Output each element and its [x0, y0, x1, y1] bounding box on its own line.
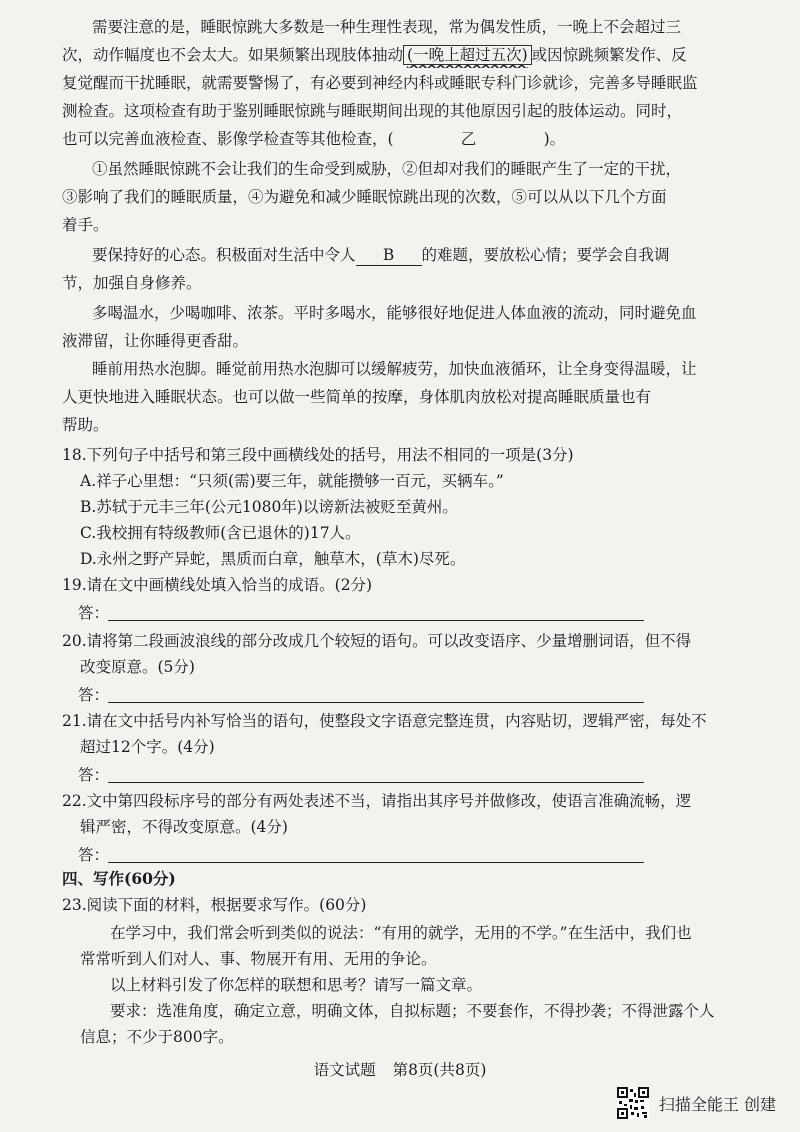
q23-stem: 23.阅读下面的材料，根据要求写作。(60分)	[62, 896, 367, 914]
q21-line2: 超过12个字。(4分)	[80, 738, 215, 756]
answer-label: 答：	[78, 604, 110, 622]
answer-label: 答：	[78, 846, 110, 864]
q18-option-a: A.祥子心里想：“只须(需)要三年，就能攒够一百元，买辆车。”	[80, 472, 504, 490]
q19-stem: 19.请在文中画横线处填入恰当的成语。(2分)	[62, 576, 373, 594]
q22-answer-line[interactable]	[78, 842, 644, 868]
qr-code-icon	[617, 1087, 649, 1119]
q22-line2: 辑严密，不得改变原意。(4分)	[80, 818, 288, 836]
answer-blank[interactable]	[108, 600, 644, 621]
para1-line3: 复觉醒而干扰睡眠，就需要警惕了，有必要到神经内科或睡眠专科门诊就诊，完善多导睡眠监	[62, 74, 698, 92]
q22-line1: 22.文中第四段标序号的部分有两处表述不当，请指出其序号并做修改，使语言准确流畅，逻	[62, 792, 692, 810]
page-footer	[0, 1058, 800, 1080]
answer-blank[interactable]	[108, 682, 644, 703]
footer-subject: 语文试题	[313, 1061, 376, 1079]
blank-yi: 乙	[460, 130, 477, 148]
q23-requirement-line1: 要求：选准角度，确定立意，明确文体，自拟标题；不要套作，不得抄袭；不得泄露个人	[110, 1002, 715, 1020]
para3-line1-before: 要保持好的心态。积极面对生活中令人	[92, 246, 356, 264]
para4-line1: 多喝温水，少喝咖啡、浓茶。平时多喝水，能够很好地促进人体血液的流动，同时避免血	[92, 304, 697, 322]
answer-label: 答：	[78, 766, 110, 784]
para5-line2: 人更快地进入睡眠状态。也可以做一些简单的按摩，身体肌肉放松对提高睡眠质量也有	[62, 388, 652, 406]
para1-line2	[62, 42, 742, 68]
scanner-watermark	[617, 1086, 776, 1120]
q21-answer-line[interactable]	[78, 762, 644, 788]
para1-line5	[62, 126, 742, 152]
answer-label: 答：	[78, 686, 110, 704]
q18-option-d: D.永州之野产异蛇，黑质而白章，触草木，(草木)尽死。	[80, 550, 466, 568]
para3-line1	[92, 242, 742, 268]
para1-line1: 需要注意的是，睡眠惊跳大多数是一种生理性表现，常为偶发性质，一晚上不会超过三	[92, 18, 682, 36]
para5-line3: 帮助。	[62, 416, 109, 434]
q20-line1: 20.请将第二段画波浪线的部分改成几个较短的语句。可以改变语序、少量增删词语，但不得	[62, 632, 692, 650]
answer-blank[interactable]	[108, 762, 644, 783]
para5-line1: 睡前用热水泡脚。睡觉前用热水泡脚可以缓解疲劳，加快血液循环，让全身变得温暖，让	[92, 360, 697, 378]
para1-line5-before: 也可以完善血液检查、影像学检查等其他检查，(	[62, 130, 394, 148]
footer-page-number: 第8页(共8页)	[392, 1061, 487, 1079]
para2-line3: 着手。	[62, 216, 109, 234]
q23-material-line3: 以上材料引发了你怎样的联想和思考？请写一篇文章。	[110, 976, 483, 994]
para3-line1-after: 的难题，要放松心情；要学会自我调	[421, 246, 670, 264]
para1-line5-after: )。	[543, 130, 566, 148]
q23-material-line1: 在学习中，我们常会听到类似的说法：“有用的就学，无用的不学。”在生活中，我们也	[110, 924, 692, 942]
para3-line2: 节，加强自身修养。	[62, 274, 202, 292]
para2-line2: ③影响了我们的睡眠质量，④为避免和减少睡眠惊跳出现的次数，⑤可以从以下几个方面	[62, 188, 667, 206]
para1-line2-after: 或因惊跳频繁发作、反	[531, 46, 687, 64]
q20-answer-line[interactable]	[78, 682, 644, 708]
q23-material-line2: 常常听到人们对人、事、物展开有用、无用的争论。	[80, 950, 437, 968]
boxed-wavy-phrase: (一晚上超过五次)	[403, 45, 532, 65]
para1-line4: 测检查。这项检查有助于鉴别睡眠惊跳与睡眠期间出现的其他原因引起的肢体运动。同时，	[62, 102, 683, 120]
q20-line2: 改变原意。(5分)	[80, 658, 195, 676]
q19-answer-line[interactable]	[78, 600, 644, 626]
q23-requirement-line2: 信息；不少于800字。	[80, 1028, 234, 1046]
q21-line1: 21.请在文中括号内补写恰当的语句，使整段文字语意完整连贯，内容贴切，逻辑严密，每处不	[62, 712, 707, 730]
para1-line2-text: 次，动作幅度也不会太大。如果频繁出现肢体抽动	[62, 46, 404, 64]
para4-line2: 液滞留，让你睡得更香甜。	[62, 332, 249, 350]
section4-title: 四、写作(60分)	[62, 869, 176, 888]
answer-blank[interactable]	[108, 842, 644, 863]
q18-option-c: C.我校拥有特级教师(含已退休的)17人。	[80, 524, 361, 542]
q18-stem: 18.下列句子中括号和第三段中画横线处的括号，用法不相同的一项是(3分)	[62, 446, 574, 464]
para2-line1: ①虽然睡眠惊跳不会让我们的生命受到威胁，②但却对我们的睡眠产生了一定的干扰，	[92, 160, 682, 178]
watermark-text: 扫描全能王 创建	[658, 1094, 776, 1114]
blank-b: B	[356, 245, 422, 266]
q18-option-b: B.苏轼于元丰三年(公元1080年)以谤新法被贬至黄州。	[80, 498, 458, 516]
